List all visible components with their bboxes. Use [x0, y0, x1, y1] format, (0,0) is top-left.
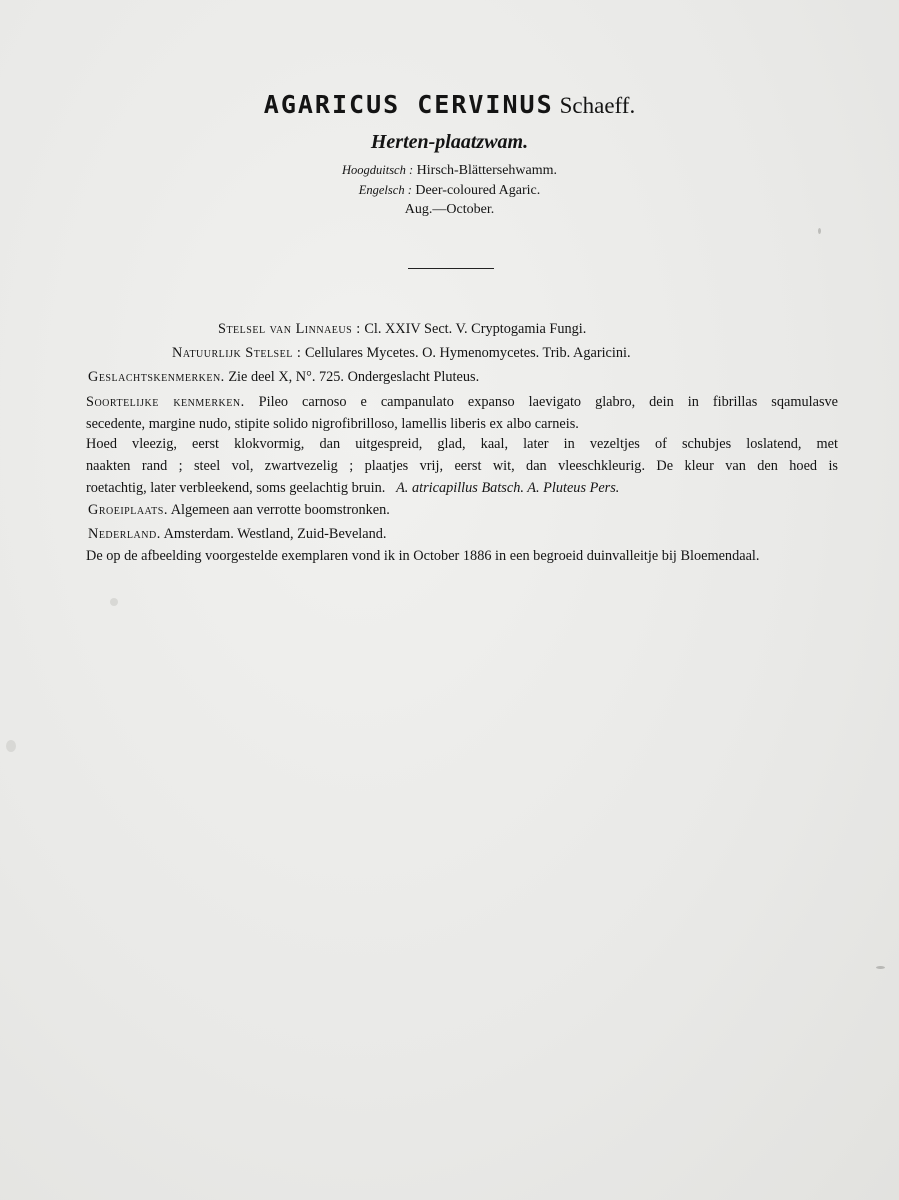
- species-label: Soortelijke kenmerken.: [86, 394, 245, 410]
- paper-speck: [876, 966, 885, 969]
- description-line-2: naakten rand ; steel vol, zwartvezelig ; plaatjes vrij, eerst wit, dan vleeschkleurig. De kleur van den hoed is: [86, 458, 838, 474]
- habitat-text: Algemeen aan verrotte boomstronken.: [170, 502, 390, 518]
- english-label: Engelsch :: [358, 183, 412, 197]
- genus-characteristics-line: [88, 366, 479, 388]
- season: Aug.—October.: [404, 202, 495, 217]
- synonyms: A. atricapillus Batsch. A. Pluteus Pers.: [396, 480, 620, 496]
- english-name: Deer-coloured Agaric.: [415, 183, 541, 198]
- divider-rule: [408, 268, 494, 269]
- species-author: Schaeff.: [559, 93, 636, 118]
- habitat-label: Groeiplaats.: [88, 502, 168, 518]
- german-name-line: [0, 160, 899, 181]
- species-text-1: Pileo carnoso e campanulato expanso laevigato glabro, dein in fibrillas sqamulasve: [258, 394, 839, 410]
- species-scientific-name: AGARICUS CERVINUS: [263, 90, 554, 119]
- habitat-line: [88, 499, 390, 521]
- paper-speck: [818, 228, 821, 234]
- description-line-3: [86, 477, 838, 499]
- natural-system-line: [172, 342, 631, 364]
- german-name: Hirsch-Blättersehwamm.: [416, 163, 558, 178]
- linnaeus-text: Cl. XXIV Sect. V. Cryptogamia Fungi.: [364, 321, 587, 337]
- natural-text: Cellulares Mycetes. O. Hymenomycetes. Trib. Agaricini.: [304, 345, 631, 361]
- linnaeus-system-line: [218, 318, 586, 340]
- netherlands-text: Amsterdam. Westland, Zuid-Beveland.: [163, 526, 387, 542]
- paper-speck: [110, 598, 118, 606]
- description-line-1: Hoed vleezig, eerst klokvormig, dan uitgespreid, glad, kaal, later in vezeltjes of schubjes loslatend, met: [86, 436, 838, 452]
- english-name-line: [0, 180, 899, 201]
- species-characteristics-paragraph: [86, 391, 838, 435]
- netherlands-label: Nederland.: [88, 526, 161, 542]
- genus-text: Zie deel X, N°. 725. Ondergeslacht Pluteus.: [228, 369, 480, 385]
- species-title: [0, 88, 899, 123]
- dutch-common-name: Herten-plaatzwam.: [370, 131, 529, 153]
- description-line-3-text: roetachtig, later verbleekend, soms geelachtig bruin.: [86, 480, 386, 496]
- linnaeus-label: Stelsel van Linnaeus :: [218, 321, 361, 337]
- paper-speck: [6, 740, 16, 752]
- description-paragraph: [86, 433, 838, 499]
- species-line-1: [86, 391, 838, 413]
- species-line-2: secedente, margine nudo, stipite solido nigrofibrilloso, lamellis liberis ex albo carneis.: [86, 416, 579, 432]
- genus-label: Geslachtskenmerken.: [88, 369, 225, 385]
- natural-label: Natuurlijk Stelsel :: [172, 345, 302, 361]
- netherlands-line: [88, 523, 387, 545]
- german-label: Hoogduitsch :: [341, 163, 414, 177]
- closing-note: De op de afbeelding voorgestelde exemplaren vond ik in October 1886 in een begroeid duinvalleitje bij Bloemendaal.: [86, 548, 760, 564]
